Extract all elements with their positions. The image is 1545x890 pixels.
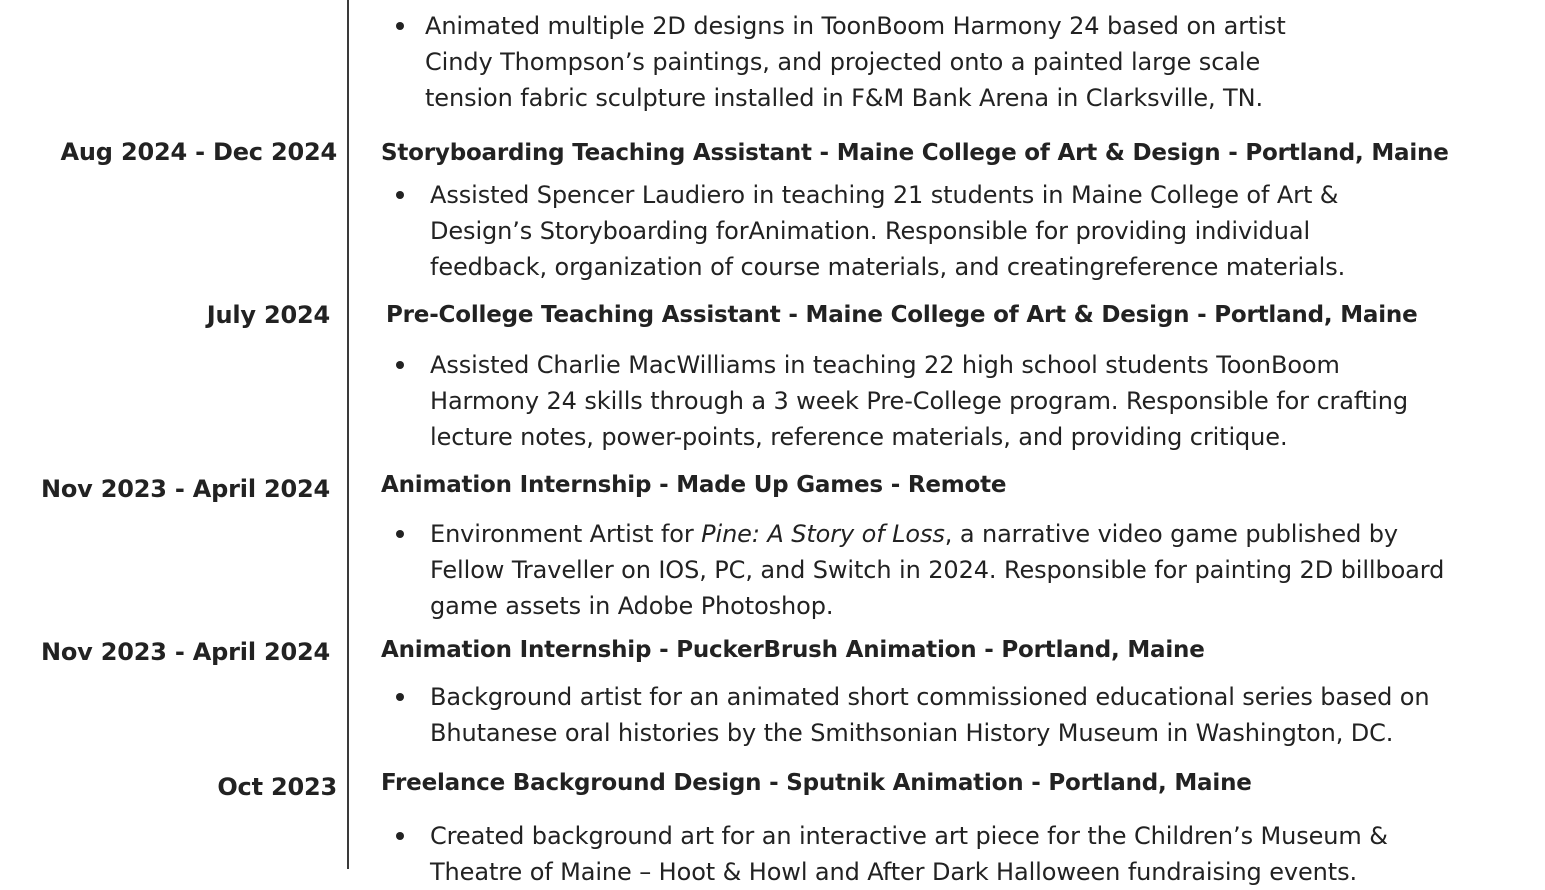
bullet-text	[430, 516, 1444, 624]
bullet-line: feedback, organization of course materials, and creatingreference materials.	[430, 253, 1346, 281]
bullet-text	[425, 8, 1286, 116]
entry-date: Oct 2023	[217, 773, 337, 801]
bullet-line	[430, 516, 1444, 552]
entry-title: Animation Internship - Made Up Games - Remote	[381, 472, 1007, 498]
bullet-dot	[396, 22, 404, 30]
bullet-dot	[396, 693, 404, 701]
bullet-line: Created background art for an interactive art piece for the Children’s Museum &	[430, 822, 1388, 850]
bullet-line-prefix: Environment Artist for	[430, 520, 702, 548]
bullet-line: tension fabric sculpture installed in F&M Bank Arena in Clarksville, TN.	[425, 84, 1263, 112]
entry-date: July 2024	[206, 301, 330, 329]
bullet-line: Cindy Thompson’s paintings, and projected onto a painted large scale	[425, 48, 1261, 76]
bullet-dot	[396, 530, 404, 538]
bullet-line: Theatre of Maine – Hoot & Howl and After Dark Halloween fundraising events.	[430, 858, 1358, 886]
bullet-line: Animated multiple 2D designs in ToonBoom Harmony 24 based on artist	[425, 12, 1286, 40]
bullet-line-suffix: , a narrative video game published by	[944, 520, 1398, 548]
bullet-dot	[396, 832, 404, 840]
entry-title: Animation Internship - PuckerBrush Animation - Portland, Maine	[381, 637, 1205, 663]
bullet-line: Harmony 24 skills through a 3 week Pre-College program. Responsible for crafting	[430, 387, 1408, 415]
bullet-line: game assets in Adobe Photoshop.	[430, 592, 834, 620]
bullet-line: Fellow Traveller on IOS, PC, and Switch in 2024. Responsible for painting 2D billboard	[430, 556, 1445, 584]
bullet-dot	[396, 191, 404, 199]
entry-title: Pre-College Teaching Assistant - Maine College of Art & Design - Portland, Maine	[386, 302, 1418, 328]
entry-title: Storyboarding Teaching Assistant - Maine College of Art & Design - Portland, Maine	[381, 140, 1449, 166]
bullet-line: Design’s Storyboarding forAnimation. Responsible for providing individual	[430, 217, 1311, 245]
bullet-line: lecture notes, power-points, reference materials, and providing critique.	[430, 423, 1288, 451]
game-title: Pine: A Story of Loss	[701, 520, 945, 548]
bullet-text	[430, 818, 1388, 890]
entry-date: Nov 2023 - April 2024	[40, 638, 330, 666]
bullet-line: Bhutanese oral histories by the Smithsonian History Museum in Washington, DC.	[430, 719, 1394, 747]
bullet-text	[430, 177, 1345, 285]
bullet-dot	[396, 361, 404, 369]
entry-title: Freelance Background Design - Sputnik Animation - Portland, Maine	[381, 770, 1252, 796]
bullet-line: Assisted Charlie MacWilliams in teaching 22 high school students ToonBoom	[430, 351, 1340, 379]
bullet-text	[430, 347, 1408, 455]
entry-date: Aug 2024 - Dec 2024	[60, 138, 337, 166]
timeline-divider	[347, 0, 349, 869]
entry-date: Nov 2023 - April 2024	[40, 475, 330, 503]
bullet-line: Background artist for an animated short commissioned educational series based on	[430, 683, 1430, 711]
bullet-text	[430, 679, 1429, 751]
bullet-line: Assisted Spencer Laudiero in teaching 21 students in Maine College of Art &	[430, 181, 1339, 209]
